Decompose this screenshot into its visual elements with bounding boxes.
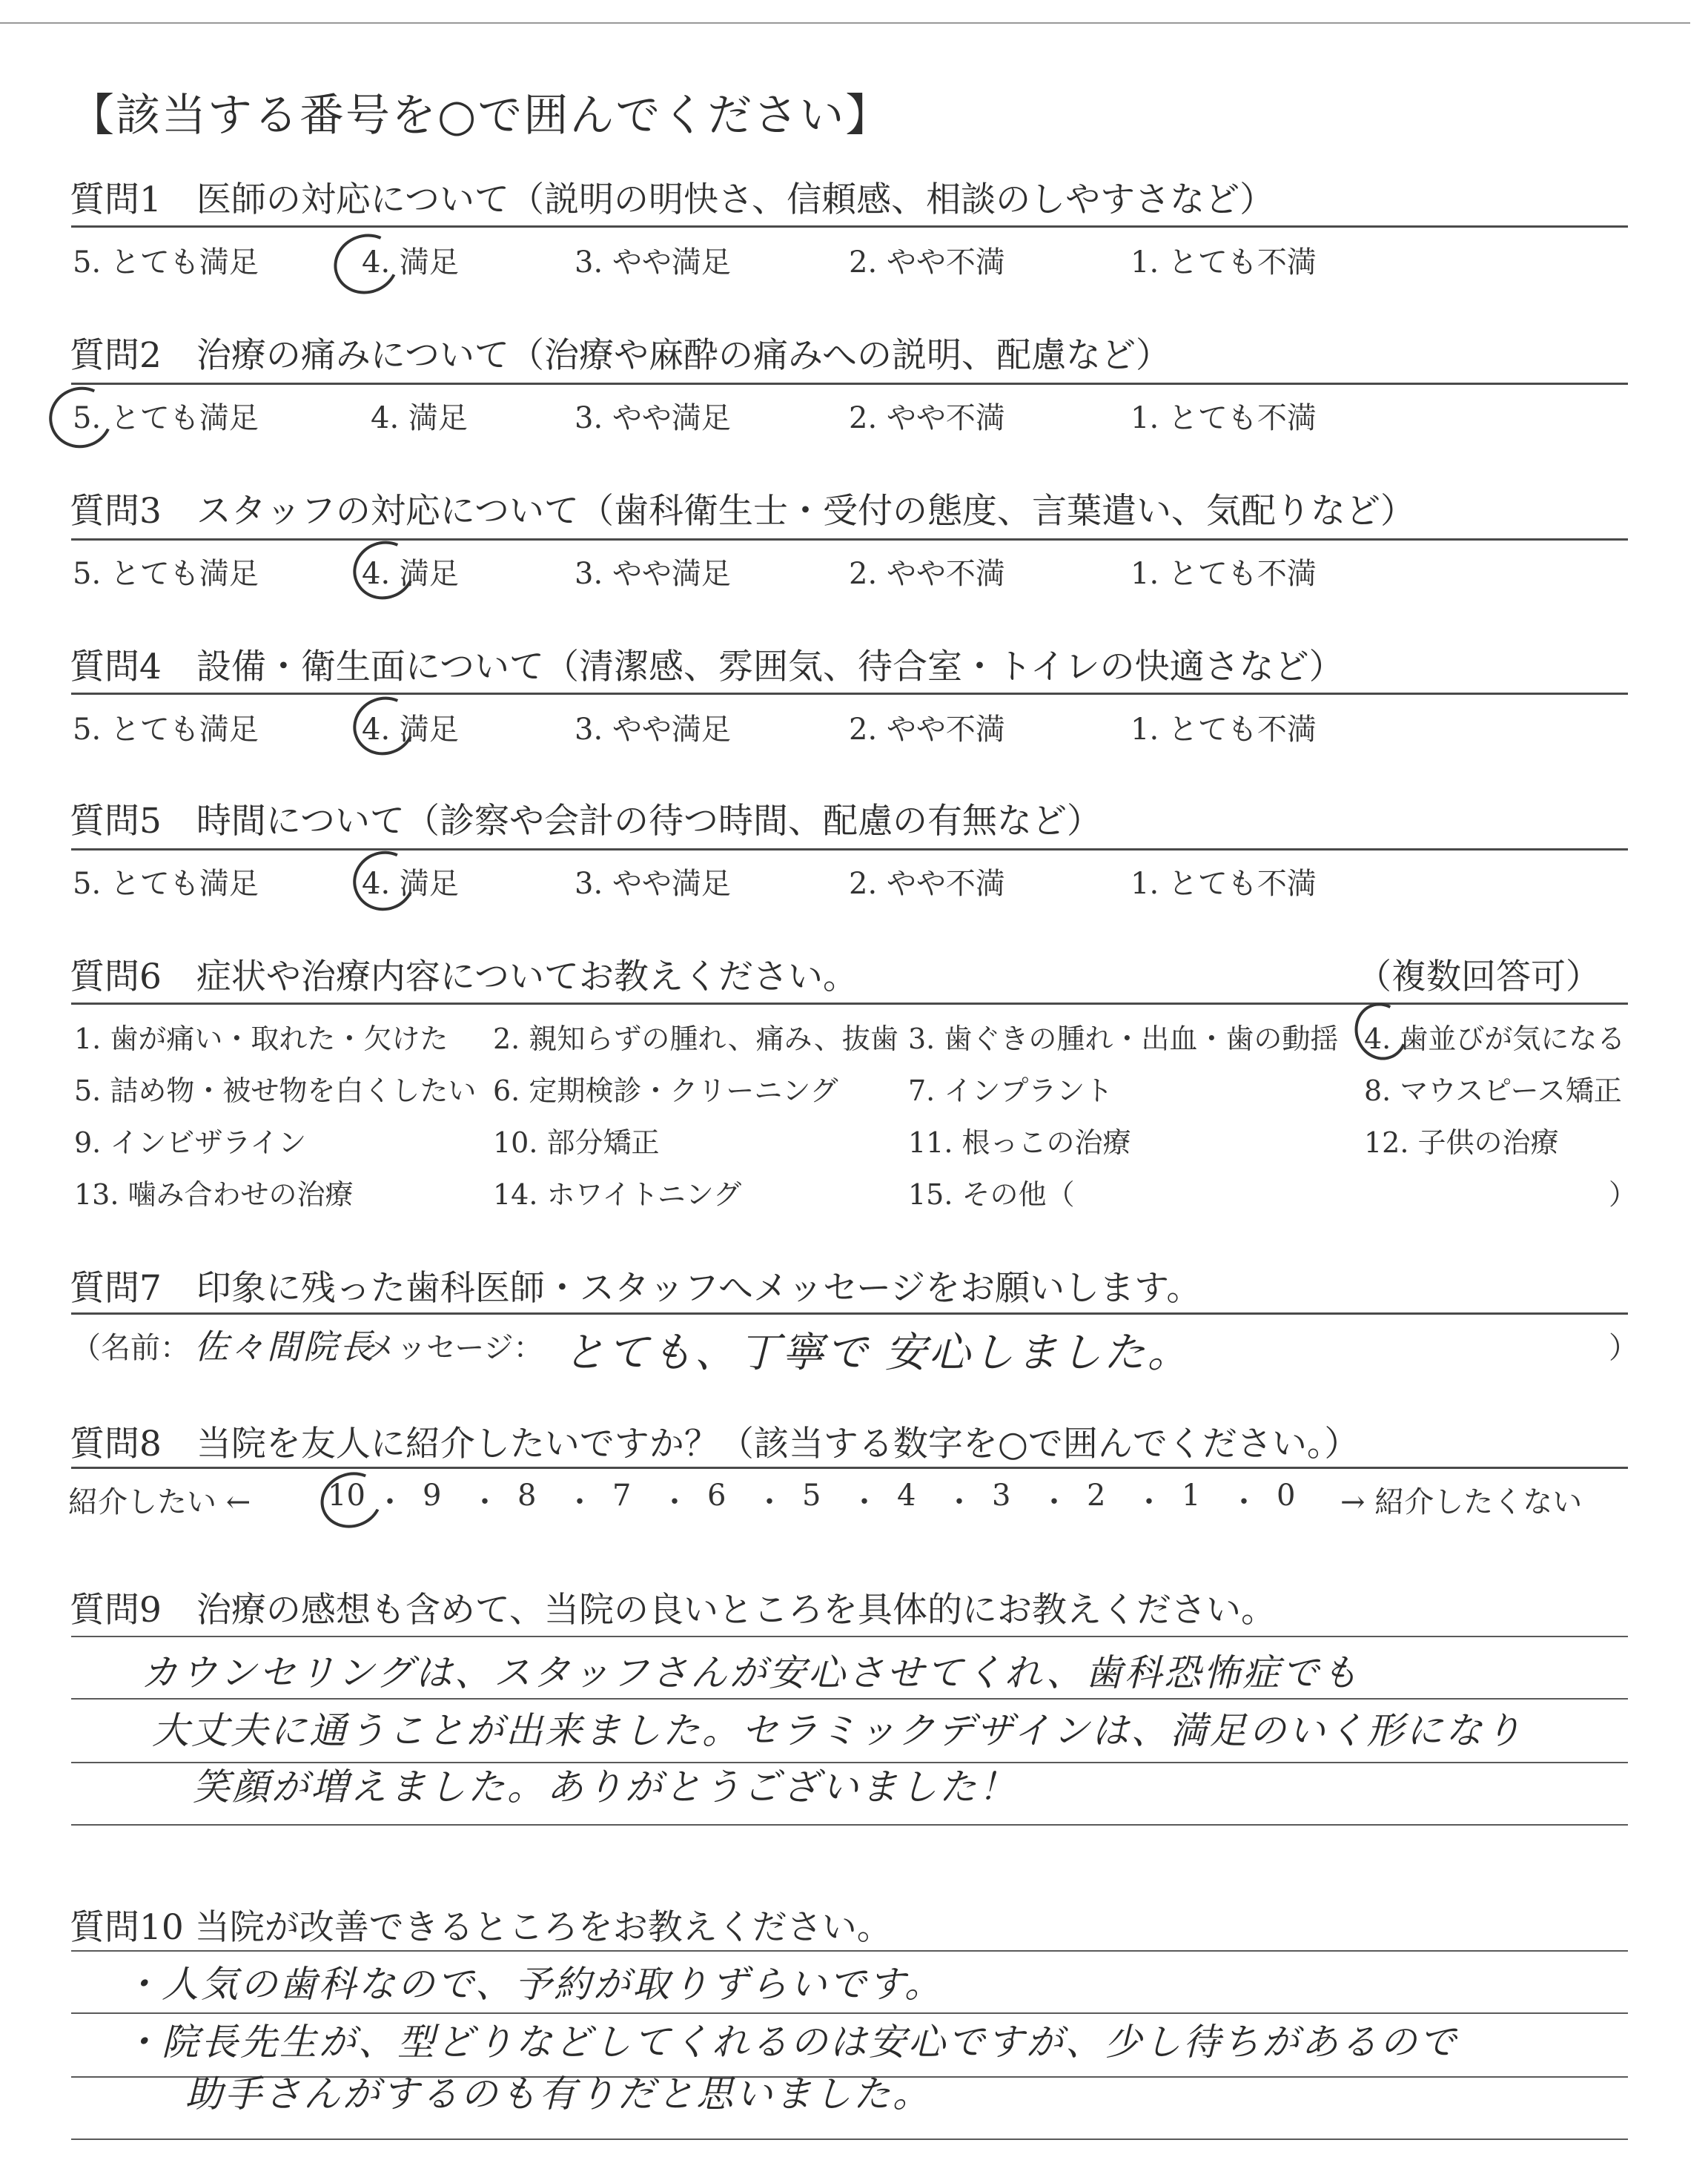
q1-opt-2[interactable]: 2. やや不満	[849, 245, 1005, 280]
q3-opt-4[interactable]: 4. 満足	[362, 557, 459, 591]
q5-selection-circle	[345, 842, 423, 919]
q2-opt-3[interactable]: 3. やや満足	[575, 401, 731, 435]
q3-opt-1[interactable]: 1. とても不満	[1131, 557, 1317, 591]
q9-rule	[71, 1636, 1628, 1637]
q6-item[interactable]: 13. 噛み合わせの治療	[74, 1178, 354, 1211]
q2-opt-4[interactable]: 4. 満足	[371, 401, 468, 435]
q4-selection-circle	[345, 688, 423, 764]
q8-number[interactable]: 2	[1087, 1479, 1106, 1513]
q8-separator: ・	[1134, 1485, 1164, 1519]
q2-rule	[71, 383, 1628, 385]
q8-rule	[71, 1467, 1628, 1469]
q1-opt-1[interactable]: 1. とても不満	[1131, 245, 1317, 280]
q8-number[interactable]: 6	[707, 1479, 726, 1513]
q6-item[interactable]: 7. インプラント	[908, 1074, 1113, 1107]
q4-opt-2[interactable]: 2. やや不満	[849, 713, 1005, 747]
q8-number[interactable]: 1	[1182, 1479, 1201, 1513]
q1-selection-circle	[325, 225, 407, 303]
q9-answer-line: 大丈夫に通うことが出来ました。セラミックデザインは、満足のいく形になり	[152, 1709, 1524, 1752]
q4-opt-5[interactable]: 5. とても満足	[73, 713, 259, 747]
q10-label: 質問10 当院が改善できるところをお教えください。	[70, 1907, 892, 1948]
q3-rule	[71, 538, 1628, 541]
q6-item[interactable]: 6. 定期検診・クリーニング	[493, 1074, 838, 1107]
q8-separator: ・	[375, 1485, 405, 1519]
q7-label: 質問7 印象に残った歯科医師・スタッフへメッセージをお願いします。	[70, 1268, 1202, 1309]
q6-item[interactable]: 8. マウスピース矯正	[1364, 1074, 1622, 1107]
q9-rule	[71, 1698, 1628, 1700]
q1-opt-5[interactable]: 5. とても満足	[73, 245, 259, 280]
q6-item[interactable]: 14. ホワイトニング	[493, 1178, 742, 1211]
q5-rule	[71, 848, 1628, 851]
q4-rule	[71, 693, 1628, 695]
q8-right-label: → 紹介したくない	[1340, 1485, 1583, 1519]
q4-opt-4[interactable]: 4. 満足	[362, 713, 459, 747]
q8-number[interactable]: 0	[1277, 1479, 1296, 1513]
q2-label: 質問2 治療の痛みについて（治療や麻酔の痛みへの説明、配慮など）	[70, 335, 1171, 376]
q6-item[interactable]: 9. インビザライン	[74, 1126, 307, 1159]
q8-number[interactable]: 3	[992, 1479, 1011, 1513]
q2-selection-circle	[41, 378, 122, 457]
q9-answer-line: 笑顔が増えました。ありがとうございました！	[193, 1766, 1018, 1809]
q10-rule	[71, 1950, 1628, 1952]
q3-opt-5[interactable]: 5. とても満足	[73, 557, 259, 591]
q2-opt-5[interactable]: 5. とても満足	[73, 401, 259, 435]
q4-opt-1[interactable]: 1. とても不満	[1131, 713, 1317, 747]
q9-rule	[71, 1824, 1628, 1826]
q5-label: 質問5 時間について（診察や会計の待つ時間、配慮の有無など）	[70, 801, 1102, 842]
q10-answer-line: 助手さんがするのも有りだと思いました。	[185, 2073, 932, 2116]
q3-label: 質問3 スタッフの対応について（歯科衛生士・受付の態度、言葉遣い、気配りなど）	[70, 491, 1415, 532]
q10-answer-line: ・院長先生が、型どりなどしてくれるのは安心ですが、少し待ちがあるので	[122, 2021, 1458, 2064]
q8-label: 質問8 当院を友人に紹介したいですか？（該当する数字を○で囲んでください。）	[70, 1424, 1360, 1464]
q2-opt-1[interactable]: 1. とても不満	[1131, 401, 1317, 435]
q8-separator: ・	[470, 1485, 500, 1519]
q4-label: 質問4 設備・衛生面について（清潔感、雰囲気、待合室・トイレの快適さなど）	[70, 647, 1344, 687]
q8-separator: ・	[660, 1485, 689, 1519]
q3-selection-circle	[345, 532, 423, 608]
q8-separator: ・	[1039, 1485, 1069, 1519]
q10-rule	[71, 2138, 1628, 2140]
q6-item[interactable]: 10. 部分矯正	[493, 1126, 660, 1159]
q5-opt-3[interactable]: 3. やや満足	[575, 867, 731, 901]
q7-name-value: 佐々間院長	[194, 1327, 376, 1367]
q8-number[interactable]: 5	[802, 1479, 821, 1513]
q8-number[interactable]: 4	[897, 1479, 916, 1513]
q8-number[interactable]: 9	[423, 1479, 442, 1513]
q8-separator: ・	[1229, 1485, 1259, 1519]
q8-selection-circle	[313, 1464, 390, 1536]
q8-number[interactable]: 8	[517, 1479, 537, 1513]
q6-note: （複数回答可）	[1357, 957, 1601, 997]
q7-name-label: （名前：	[71, 1331, 190, 1365]
q3-opt-2[interactable]: 2. やや不満	[849, 557, 1005, 591]
q8-number[interactable]: 7	[612, 1479, 632, 1513]
q7-message-value: とても、丁寧で 安心しました。	[563, 1329, 1191, 1377]
q8-separator: ・	[755, 1485, 784, 1519]
q5-opt-2[interactable]: 2. やや不満	[849, 867, 1005, 901]
q6-selection-circle	[1347, 995, 1415, 1067]
q3-opt-3[interactable]: 3. やや満足	[575, 557, 731, 591]
q7-message-label: メッセージ：	[367, 1331, 543, 1365]
q9-label: 質問9 治療の感想も含めて、当院の良いところを具体的にお教えください。	[70, 1590, 1276, 1631]
q6-rule	[71, 1003, 1628, 1005]
q9-answer-line: カウンセリングは、スタッフさんが安心させてくれ、歯科恐怖症でも	[141, 1651, 1360, 1694]
q7-close: ）	[1609, 1331, 1638, 1365]
q10-answer-line: ・人気の歯科なので、予約が取りずらいです。	[122, 1963, 944, 2006]
q1-opt-4[interactable]: 4. 満足	[362, 245, 459, 280]
q5-opt-4[interactable]: 4. 満足	[362, 867, 459, 901]
q5-opt-5[interactable]: 5. とても満足	[73, 867, 259, 901]
page-title: 【該当する番号を○で囲んでください】	[70, 90, 892, 142]
q1-rule	[71, 225, 1628, 228]
q6-other-close: ）	[1609, 1178, 1638, 1211]
q1-label: 質問1 医師の対応について（説明の明快さ、信頼感、相談のしやすさなど）	[70, 179, 1275, 220]
q6-item[interactable]: 1. 歯が痛い・取れた・欠けた	[74, 1023, 448, 1055]
q4-opt-3[interactable]: 3. やや満足	[575, 713, 731, 747]
q6-item[interactable]: 11. 根っこの治療	[908, 1126, 1131, 1159]
scan-top-edge	[0, 22, 1690, 24]
q8-left-label: 紹介したい ←	[68, 1485, 251, 1519]
q7-rule	[71, 1312, 1628, 1315]
q6-item[interactable]: 5. 詰め物・被せ物を白くしたい	[74, 1074, 477, 1107]
q8-separator: ・	[944, 1485, 974, 1519]
q1-opt-3[interactable]: 3. やや満足	[575, 245, 731, 280]
q5-opt-1[interactable]: 1. とても不満	[1131, 867, 1317, 901]
q6-label: 質問6 症状や治療内容についてお教えください。	[70, 957, 858, 997]
q2-opt-2[interactable]: 2. やや不満	[849, 401, 1005, 435]
q6-item[interactable]: 3. 歯ぐきの腫れ・出血・歯の動揺	[908, 1023, 1339, 1055]
q8-separator: ・	[565, 1485, 595, 1519]
q6-item[interactable]: 15. その他（	[908, 1178, 1075, 1211]
q8-separator: ・	[850, 1485, 879, 1519]
q6-item[interactable]: 12. 子供の治療	[1364, 1126, 1559, 1159]
q8-number[interactable]: 10	[328, 1479, 365, 1513]
q6-item[interactable]: 2. 親知らずの腫れ、痛み、抜歯	[493, 1023, 898, 1055]
q6-item[interactable]: 4. 歯並びが気になる	[1364, 1023, 1626, 1055]
